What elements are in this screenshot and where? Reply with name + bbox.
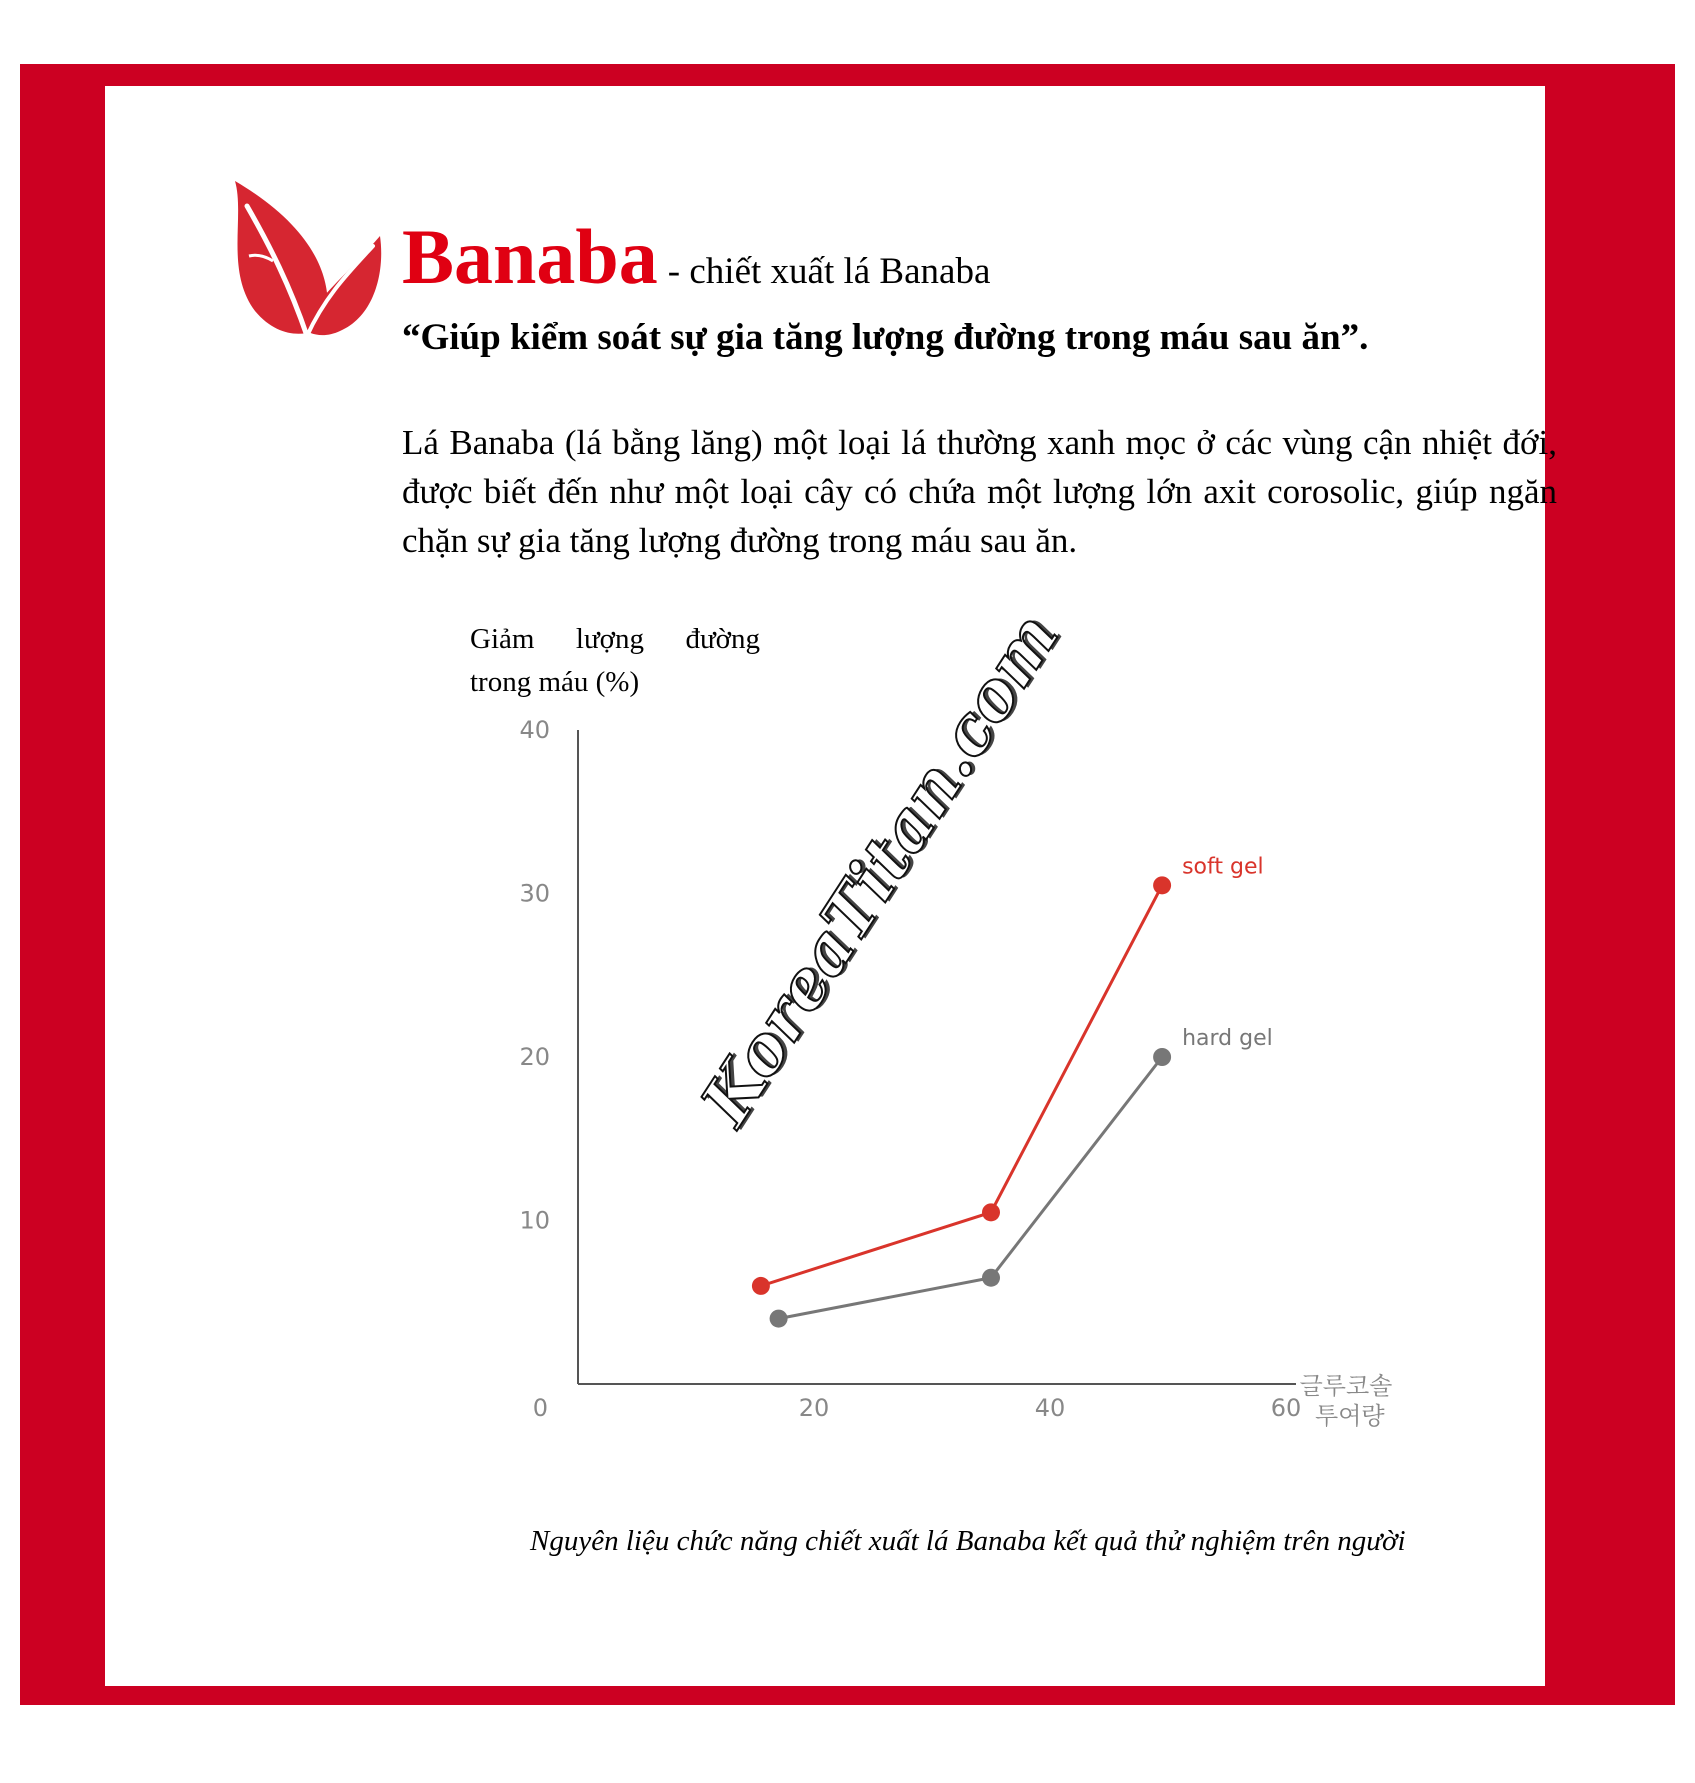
- y-tick-label: 20: [519, 1043, 550, 1071]
- x-tick-label: 0: [532, 1394, 548, 1422]
- tagline: “Giúp kiểm soát sự gia tăng lượng đường trong máu sau ăn”.: [402, 317, 1369, 358]
- brand-title: Banaba: [402, 213, 658, 300]
- leaf-icon: [225, 176, 385, 346]
- series-line: [779, 1057, 1163, 1319]
- watermark: KoreaTitan.com: [685, 599, 1074, 1139]
- data-point: [1153, 1048, 1171, 1066]
- series-label: hard gel: [1182, 1026, 1273, 1051]
- series-label: soft gel: [1182, 854, 1264, 880]
- x-tick-label: 40: [1034, 1394, 1066, 1422]
- y-axis-title: Giảm lượng đường trong máu (%): [470, 623, 760, 698]
- brand-subtitle: - chiết xuất lá Banaba: [667, 251, 991, 292]
- description-paragraph: Lá Banaba (lá bằng lăng) một loại lá thường xanh mọc ở các vùng cận nhiệt đới, được biết đến như một loại cây có chứa một lượng lớn axit corosolic, giúp ngăn chặn sự gia tăng lượng đường trong máu sau ăn.: [402, 423, 1557, 560]
- y-tick-label: 10: [519, 1206, 550, 1235]
- data-point: [752, 1277, 770, 1295]
- chart-caption: Nguyên liệu chức năng chiết xuất lá Banaba kết quả thử nghiệm trên người: [530, 1525, 1406, 1557]
- data-point: [982, 1269, 1000, 1287]
- x-axis-title-line: 글루코솔: [1299, 1372, 1393, 1400]
- data-point: [982, 1203, 1000, 1221]
- y-tick-label: 30: [519, 879, 550, 908]
- y-tick-label: 40: [519, 716, 550, 744]
- x-axis-title: [1300, 1372, 1393, 1430]
- series-line: [761, 885, 1162, 1286]
- heading-row: [402, 213, 991, 300]
- x-axis-title-line: 투여량: [1307, 1402, 1385, 1430]
- x-tick-label: 60: [1270, 1394, 1302, 1422]
- data-point: [1153, 876, 1171, 894]
- line-chart: [490, 700, 1410, 1440]
- x-tick-label: 20: [798, 1394, 830, 1422]
- data-point: [770, 1310, 788, 1328]
